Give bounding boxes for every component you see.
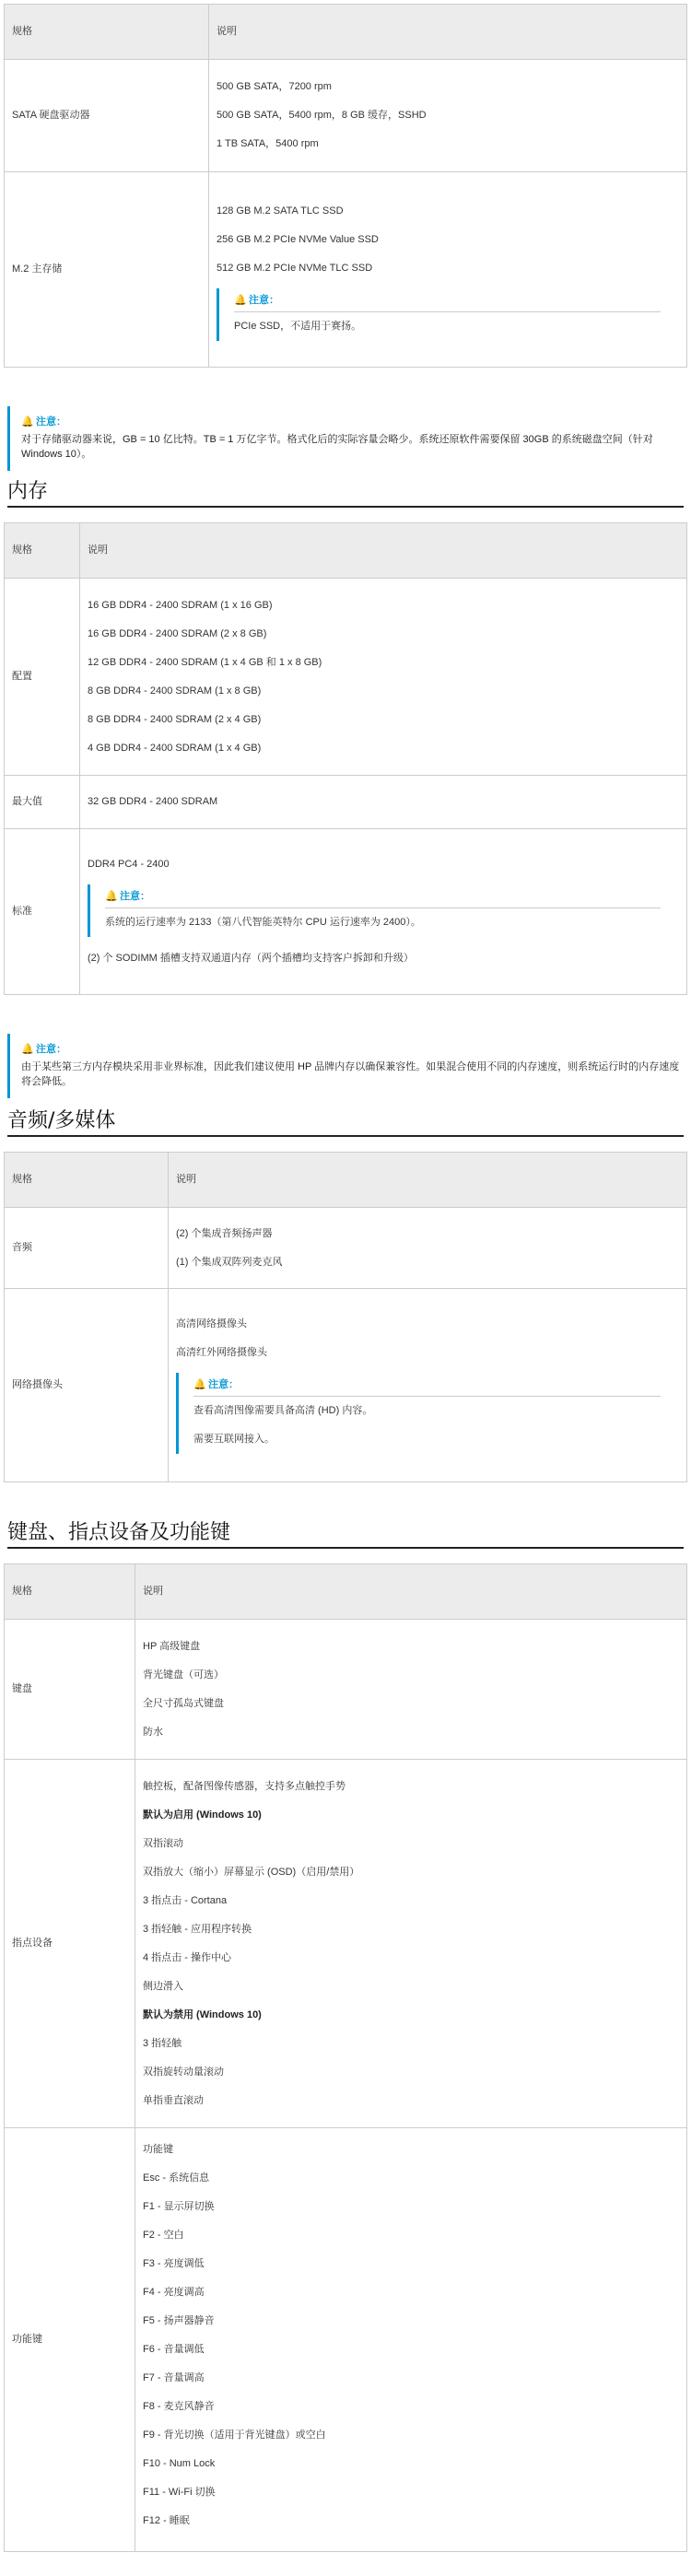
spec-value: F8 - 麦克风静音 — [143, 2401, 215, 2412]
spec-subheading: 默认为禁用 (Windows 10) — [143, 2008, 262, 2020]
bell-icon: 🔔 — [193, 1378, 206, 1390]
inline-note — [217, 288, 679, 341]
spec-label: 最大值 — [5, 776, 80, 829]
note-title: 🔔 注意： — [234, 288, 661, 312]
spec-value: F3 - 亮度调低 — [143, 2258, 205, 2269]
section-heading-keyboard: 键盘、指点设备及功能键 — [7, 1519, 684, 1549]
spec-value: (2) 个集成音频扬声器 — [176, 1227, 273, 1239]
bell-icon: 🔔 — [21, 1044, 34, 1055]
note-text: 对于存储驱动器来说，GB = 10 亿比特。TB = 1 万亿字节。格式化后的实际容量会略少。系统还原软件需要保留 30GB 的系统磁盘空间（针对 Windows 10）。 — [21, 434, 653, 460]
spec-values — [135, 2128, 687, 2552]
spec-value: F2 - 空白 — [143, 2230, 184, 2241]
spec-value: 8 GB DDR4 - 2400 SDRAM (2 x 4 GB) — [88, 713, 262, 725]
spec-label: 音频 — [5, 1208, 169, 1289]
note-text: 查看高清图像需要具备高清 (HD) 内容。 — [193, 1404, 373, 1416]
bell-icon: 🔔 — [234, 294, 247, 306]
spec-value: 侧边滑入 — [143, 1980, 183, 1992]
spec-label: 配置 — [5, 579, 80, 776]
spec-value: 双指旋转动量滚动 — [143, 2066, 224, 2078]
spec-value: DDR4 PC4 - 2400 — [88, 859, 170, 870]
inline-note — [176, 1373, 679, 1454]
column-header: 规格 — [5, 1564, 135, 1620]
spec-label: 指点设备 — [5, 1760, 135, 2128]
note-text: PCIe SSD，不适用于赛扬。 — [234, 320, 362, 332]
spec-value: 3 指点击 - Cortana — [143, 1894, 228, 1906]
spec-value: 128 GB M.2 SATA TLC SSD — [217, 205, 344, 217]
inline-note — [88, 884, 679, 937]
spec-values — [209, 172, 687, 368]
spec-value: 背光键盘（可选） — [143, 1669, 224, 1680]
spec-values — [169, 1208, 687, 1289]
spec-value: 双指放大（缩小）屏幕显示 (OSD)（启用/禁用） — [143, 1866, 360, 1878]
bell-icon: 🔔 — [105, 891, 118, 902]
spec-value: 3 指轻触 - 应用程序转换 — [143, 1923, 252, 1935]
spec-values — [135, 1760, 687, 2128]
note-title: 🔔 注意： — [21, 1039, 687, 1060]
spec-label: 键盘 — [5, 1620, 135, 1760]
column-header: 规格 — [5, 5, 209, 60]
storage-note — [7, 406, 687, 471]
spec-value: 12 GB DDR4 - 2400 SDRAM (1 x 4 GB 和 1 x 8 GB) — [88, 656, 322, 668]
spec-value: F6 - 音量调低 — [143, 2344, 205, 2355]
spec-value: 512 GB M.2 PCIe NVMe TLC SSD — [217, 262, 373, 274]
spec-values — [135, 1620, 687, 1760]
spec-value: 256 GB M.2 PCIe NVMe Value SSD — [217, 233, 379, 245]
spec-value: 全尺寸孤岛式键盘 — [143, 1697, 224, 1709]
spec-value: 500 GB SATA，7200 rpm — [217, 81, 332, 92]
spec-label: 标准 — [5, 829, 80, 995]
memory-note — [7, 1034, 687, 1098]
spec-value: 防水 — [143, 1726, 163, 1738]
spec-value: F4 - 亮度调高 — [143, 2287, 205, 2298]
spec-subheading: 默认为启用 (Windows 10) — [143, 1809, 262, 1821]
spec-value: F10 - Num Lock — [143, 2458, 216, 2469]
spec-value: Esc - 系统信息 — [143, 2172, 210, 2184]
spec-value: HP 高级键盘 — [143, 1640, 201, 1652]
spec-label: M.2 主存储 — [5, 172, 209, 368]
bell-icon: 🔔 — [21, 416, 34, 427]
spec-value: F5 - 扬声器静音 — [143, 2315, 215, 2326]
storage-table — [4, 4, 687, 368]
spec-value: 高清网络摄像头 — [176, 1317, 247, 1329]
spec-value: 4 GB DDR4 - 2400 SDRAM (1 x 4 GB) — [88, 742, 262, 754]
column-header: 说明 — [169, 1153, 687, 1208]
spec-value: (1) 个集成双阵列麦克风 — [176, 1256, 283, 1268]
spec-value: 功能键 — [143, 2144, 173, 2155]
column-header: 规格 — [5, 523, 80, 579]
note-text: 由于某些第三方内存模块采用非业界标准，因此我们建议使用 HP 品牌内存以确保兼容性。如果混合使用不同的内存速度，则系统运行时的内存速度将会降低。 — [21, 1061, 680, 1087]
spec-values — [80, 579, 687, 776]
spec-value: 8 GB DDR4 - 2400 SDRAM (1 x 8 GB) — [88, 685, 262, 697]
spec-values — [169, 1289, 687, 1482]
spec-values — [80, 829, 687, 995]
column-header: 说明 — [135, 1564, 687, 1620]
spec-value: 高清红外网络摄像头 — [176, 1346, 267, 1358]
section-heading-audio: 音频/多媒体 — [7, 1107, 684, 1137]
spec-value: F1 - 显示屏切换 — [143, 2201, 215, 2212]
memory-table — [4, 522, 687, 995]
column-header: 规格 — [5, 1153, 169, 1208]
note-title: 🔔 注意： — [193, 1373, 661, 1397]
column-header: 说明 — [80, 523, 687, 579]
spec-value: (2) 个 SODIMM 插槽支持双通道内存（两个插槽均支持客户拆卸和升级） — [88, 953, 414, 964]
spec-value: F7 - 音量调高 — [143, 2372, 205, 2383]
audio-table — [4, 1152, 687, 1482]
note-title: 🔔 注意： — [21, 412, 687, 432]
spec-value: 4 指点击 - 操作中心 — [143, 1951, 231, 1963]
spec-value: 双指滚动 — [143, 1837, 183, 1849]
column-header: 说明 — [209, 5, 687, 60]
spec-label: 网络摄像头 — [5, 1289, 169, 1482]
note-text: 需要互联网接入。 — [193, 1433, 275, 1445]
spec-label: SATA 硬盘驱动器 — [5, 60, 209, 172]
spec-value: 触控板，配备图像传感器，支持多点触控手势 — [143, 1780, 346, 1792]
spec-value: 16 GB DDR4 - 2400 SDRAM (2 x 8 GB) — [88, 627, 267, 639]
note-title: 🔔 注意： — [105, 884, 661, 908]
spec-value: 32 GB DDR4 - 2400 SDRAM — [80, 776, 687, 829]
spec-value: F11 - Wi-Fi 切换 — [143, 2487, 216, 2498]
spec-value: 500 GB SATA，5400 rpm，8 GB 缓存，SSHD — [217, 110, 427, 121]
keyboard-table — [4, 1563, 687, 2552]
spec-value: 16 GB DDR4 - 2400 SDRAM (1 x 16 GB) — [88, 599, 273, 611]
spec-value: 3 指轻触 — [143, 2037, 182, 2049]
spec-label: 功能键 — [5, 2128, 135, 2552]
section-heading-memory: 内存 — [7, 478, 684, 508]
note-text: 系统的运行速率为 2133（第八代智能英特尔 CPU 运行速率为 2400）。 — [105, 917, 421, 928]
spec-values — [209, 60, 687, 172]
spec-value: F12 - 睡眠 — [143, 2515, 190, 2526]
spec-value: 1 TB SATA，5400 rpm — [217, 138, 319, 149]
spec-value: 单指垂直滚动 — [143, 2094, 204, 2106]
spec-value: F9 - 背光切换（适用于背光键盘）或空白 — [143, 2430, 326, 2441]
